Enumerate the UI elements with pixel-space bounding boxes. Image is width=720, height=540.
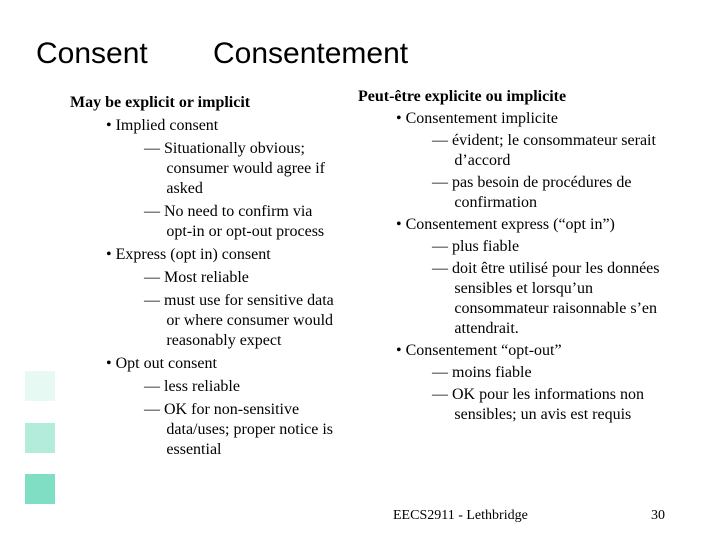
english-column-heading: May be explicit or implicit — [70, 94, 251, 111]
bullet-item: • Consentement express (“opt in”) — [396, 216, 615, 233]
sub-bullet-item: — pas besoin de procédures de confirmation — [432, 174, 632, 211]
sub-bullet-item: — less reliable — [144, 378, 240, 395]
french-column-heading: Peut-être explicite ou implicite — [358, 88, 567, 105]
slide-title-english: Consent — [36, 37, 148, 70]
sub-bullet-item: — doit être utilisé pour les données sensibles et lorsqu’un consommateur raisonnable s’en attendrait. — [432, 260, 660, 337]
sub-bullet-item: — moins fiable — [432, 364, 532, 381]
sub-bullet-item: — Most reliable — [144, 269, 249, 286]
english-content-column — [70, 93, 340, 460]
sub-bullet-item: — OK pour les informations non sensibles; un avis est requis — [432, 386, 644, 423]
bullet-item: • Opt out consent — [106, 355, 217, 372]
sub-bullet-item: — Situationally obvious; consumer would agree if asked — [144, 140, 325, 197]
footer-course-label: EECS2911 - Lethbridge — [393, 508, 528, 523]
french-content-column — [358, 87, 668, 425]
sub-bullet-item: — must use for sensitive data or where consumer would reasonably expect — [144, 292, 334, 349]
french-bullet-list — [358, 109, 668, 425]
bullet-item: • Implied consent — [106, 117, 219, 134]
bullet-item: • Consentement “opt-out” — [396, 342, 562, 359]
sub-bullet-item: — No need to confirm via opt-in or opt-out process — [144, 203, 325, 240]
decorative-square-medium — [25, 423, 55, 453]
sub-bullet-item: — évident; le consommateur serait d’accord — [432, 132, 656, 169]
bullet-item: • Consentement implicite — [396, 110, 559, 127]
slide-page-number: 30 — [651, 508, 665, 523]
english-bullet-list — [70, 116, 340, 460]
decorative-square-light — [25, 371, 55, 401]
bullet-item: • Express (opt in) consent — [106, 246, 271, 263]
sub-bullet-item: — OK for non-sensitive data/uses; proper notice is essential — [144, 401, 334, 458]
decorative-square-dark — [25, 474, 55, 504]
sub-bullet-item: — plus fiable — [432, 238, 520, 255]
slide-title-french: Consentement — [213, 37, 409, 70]
